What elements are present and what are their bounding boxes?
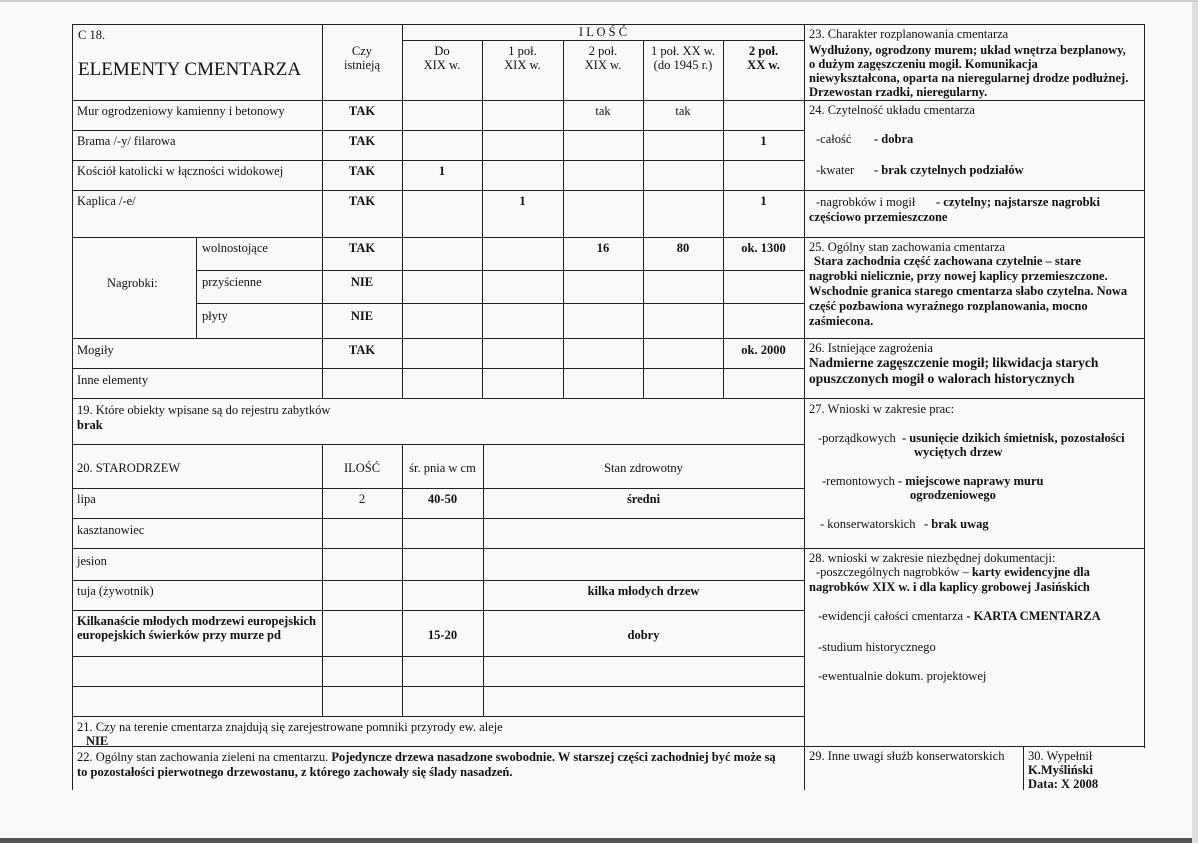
q23-answer: niewykształcona, oparta na nieregularnej drodze podłużnej. <box>809 71 1129 85</box>
element-value: 1 <box>760 134 767 148</box>
period-header: Do XIX w. <box>423 44 461 72</box>
rule <box>322 444 323 716</box>
rule <box>402 40 804 41</box>
q28-line3-key: -ewidencji całości cmentarza <box>818 609 964 623</box>
q28-line3-value: - KARTA CMENTARZA <box>966 609 1101 623</box>
rule <box>72 686 804 687</box>
grave-value: ok. 1300 <box>741 241 786 255</box>
q27-value-cont: ogrodzeniowego <box>910 488 996 502</box>
q27-key: - konserwatorskich <box>820 517 916 531</box>
tree-health: średni <box>626 492 661 506</box>
q24-key: -nagrobków i mogił <box>816 195 916 209</box>
scan-edge <box>1192 0 1198 843</box>
q30-name: K.Myśliński <box>1028 763 1093 777</box>
q27-value-cont: wyciętych drzew <box>914 445 1003 459</box>
grave-type-label: wolnostojące <box>202 241 268 255</box>
tree-name: kasztanowiec <box>77 523 145 537</box>
tree-name: Kilkanaście młodych modrzewi europejskich europejskich świerków przy murze pd <box>77 614 317 642</box>
grave-type-label: płyty <box>202 309 228 323</box>
scan-edge <box>0 0 1198 2</box>
page-title: ELEMENTY CMENTARZA <box>78 59 302 80</box>
element-value: 1 <box>760 194 767 208</box>
period-header: 1 poł. XX w. (do 1945 r.) <box>650 44 716 72</box>
q24-value-cont: częściowo przemieszczone <box>809 210 948 224</box>
scan-edge <box>0 838 1198 843</box>
rule <box>72 548 1144 549</box>
q23-answer: Drzewostan rzadki, nieregularny. <box>809 85 988 99</box>
q28-line1-key: -poszczególnych nagrobków – <box>816 565 969 579</box>
rule <box>72 190 1144 191</box>
rule <box>1023 746 1024 790</box>
q28-label: 28. wnioski w zakresie niezbędnej dokumentacji: <box>809 551 1056 565</box>
q27-key: -porządkowych <box>818 431 896 445</box>
rule <box>72 398 1144 399</box>
grave-value: 80 <box>676 241 690 255</box>
rule <box>72 338 1144 339</box>
period-header: 2 poł. XX w. <box>747 44 780 72</box>
q28-line4: -studium historycznego <box>818 640 936 654</box>
rule <box>72 24 73 790</box>
element-label: Brama /-y/ filarowa <box>77 134 176 148</box>
q25-answer: Stara zachodnia część zachowana czytelnie – stare <box>814 254 1082 268</box>
rule <box>72 130 804 131</box>
mounds-label: Mogiły <box>77 343 114 357</box>
rule <box>72 716 804 717</box>
rule <box>643 40 644 398</box>
rule <box>72 656 804 657</box>
rule <box>72 746 1144 747</box>
q19-label: 19. Które obiekty wpisane są do rejestru zabytków <box>77 403 331 417</box>
q28-line1 <box>816 565 1090 579</box>
rule <box>402 444 403 716</box>
q26-answer: Nadmierne zagęszczenie mogił; likwidacja starych <box>809 355 1099 370</box>
element-value: 1 <box>438 164 446 178</box>
q21-answer: NIE <box>86 734 109 748</box>
rule <box>483 444 484 716</box>
rule <box>196 237 197 338</box>
q27-value: - brak uwag <box>924 517 989 531</box>
grave-exists: TAK <box>348 241 376 255</box>
element-label: Kościół katolicki w łączności widokowej <box>77 164 284 178</box>
element-exists: TAK <box>348 134 376 148</box>
grave-value: 16 <box>596 241 610 255</box>
mounds-exists: TAK <box>348 343 376 357</box>
tree-name: jesion <box>77 554 107 568</box>
q23-answer: o dużym zagęszczeniu mogił. Komunikacja <box>809 57 1038 71</box>
q25-answer: Wschodnie granica starego cmentarza słabo czytelna. Nowa <box>809 284 1128 298</box>
rule <box>482 40 483 398</box>
rule <box>72 237 1144 238</box>
rule <box>402 24 403 398</box>
q24-value: - brak czytelnych podziałów <box>874 163 1024 177</box>
q30-date: Data: X 2008 <box>1028 777 1099 788</box>
element-exists: TAK <box>348 104 376 118</box>
tree-diam: 40-50 <box>427 492 458 506</box>
rule <box>804 24 805 790</box>
q27-key: -remontowych <box>822 474 895 488</box>
graves-label: Nagrobki: <box>107 276 158 290</box>
tree-health: dobry <box>627 628 660 642</box>
tree-name: tuja (żywotnik) <box>77 584 154 598</box>
q24-key: -całość <box>816 132 852 146</box>
q22-answer: Pojedyncze drzewa nasadzone swobodnie. W starszej części zachodniej być może są <box>331 750 776 764</box>
element-label: Mur ogrodzeniowy kamienny i betonowy <box>77 104 285 118</box>
q28-line2: nagrobków XIX w. i dla kaplicy grobowej Jasińskich <box>809 580 1090 594</box>
rule <box>1144 24 1145 748</box>
q24-value: - czytelny; najstarsze nagrobki <box>936 195 1100 209</box>
q25-answer: nagrobki nielicznie, przy nowej kaplicy przemieszczone. <box>809 269 1108 283</box>
rule <box>72 100 1144 101</box>
q22-answer-cont: to pozostałości pierwotnego drzewostanu, z którego zachowały się ślady nasadzeń. <box>77 765 513 779</box>
rule <box>72 610 804 611</box>
q27-value: - miejscowe naprawy muru <box>898 474 1044 488</box>
rule <box>72 444 804 445</box>
q30-label: 30. Wypełnił <box>1028 749 1093 763</box>
grave-exists: NIE <box>350 309 374 323</box>
qty-header: I L O Ś Ć <box>578 25 628 39</box>
element-exists: TAK <box>348 194 376 208</box>
trees-health-header: Stan zdrowotny <box>604 461 683 475</box>
tree-diam: 15-20 <box>427 628 458 642</box>
exists-header: Czy istnieją <box>343 44 381 72</box>
rule <box>72 580 804 581</box>
q22-label <box>77 750 776 764</box>
trees-qty-header: ILOŚĆ <box>343 461 381 475</box>
grave-exists: NIE <box>350 275 374 289</box>
q25-label: 25. Ogólny stan zachowania cmentarza <box>809 240 1006 254</box>
q28-line5: -ewentualnie dokum. projektowej <box>818 669 987 683</box>
tree-name: lipa <box>77 492 96 506</box>
period-header: 1 poł. XIX w. <box>504 44 541 72</box>
rule <box>72 488 804 489</box>
element-value: tak <box>675 104 691 118</box>
q26-label: 26. Istniejące zagrożenia <box>809 341 933 355</box>
element-exists: TAK <box>348 164 376 178</box>
q28-line3 <box>818 609 1101 623</box>
element-value: tak <box>595 104 611 118</box>
q26-answer: opuszczonych mogił o walorach historycznych <box>809 371 1075 386</box>
period-header: 2 poł. XIX w. <box>584 44 622 72</box>
element-label: Kaplica /-e/ <box>77 194 136 208</box>
q24-value: - dobra <box>874 132 914 146</box>
q28-line1-value: karty ewidencyjne dla <box>971 565 1090 579</box>
q24-key: -kwater <box>816 163 855 177</box>
trees-title: 20. STARODRZEW <box>77 461 181 475</box>
q24-label: 24. Czytelność układu cmentarza <box>809 103 975 117</box>
q25-answer: zaśmiecona. <box>809 314 874 328</box>
tree-health: kilka młodych drzew <box>587 584 700 598</box>
q27-value: - usunięcie dzikich śmietnisk, pozostałości <box>902 431 1125 445</box>
card-code: C 18. <box>78 28 106 42</box>
q21-label: 21. Czy na terenie cmentarza znajdują się zarejestrowane pomniki przyrody ew. aleje <box>77 720 503 734</box>
rule <box>196 270 804 271</box>
q25-answer: część pozbawiona wyraźnego rozplanowania, mocno <box>809 299 1088 313</box>
element-value: 1 <box>519 194 526 208</box>
rule <box>72 518 804 519</box>
q22-question: 22. Ogólny stan zachowania zieleni na cmentarzu. <box>77 750 329 764</box>
grave-type-label: przyścienne <box>202 275 262 289</box>
rule <box>563 40 564 398</box>
rule <box>322 24 323 398</box>
q19-answer: brak <box>77 418 103 432</box>
rule <box>196 303 804 304</box>
rule <box>72 160 804 161</box>
other-elements-label: Inne elementy <box>77 373 149 387</box>
tree-qty: 2 <box>358 492 366 506</box>
rule <box>72 368 804 369</box>
trees-diam-header: śr. pnia w cm <box>409 461 476 475</box>
q27-label: 27. Wnioski w zakresie prac: <box>809 402 955 416</box>
q23-label: 23. Charakter rozplanowania cmentarza <box>809 27 1009 41</box>
q29-label: 29. Inne uwagi służb konserwatorskich <box>809 749 1005 763</box>
mounds-value: ok. 2000 <box>741 343 786 357</box>
q23-answer: Wydłużony, ogrodzony murem; układ wnętrza bezplanowy, <box>809 43 1126 57</box>
